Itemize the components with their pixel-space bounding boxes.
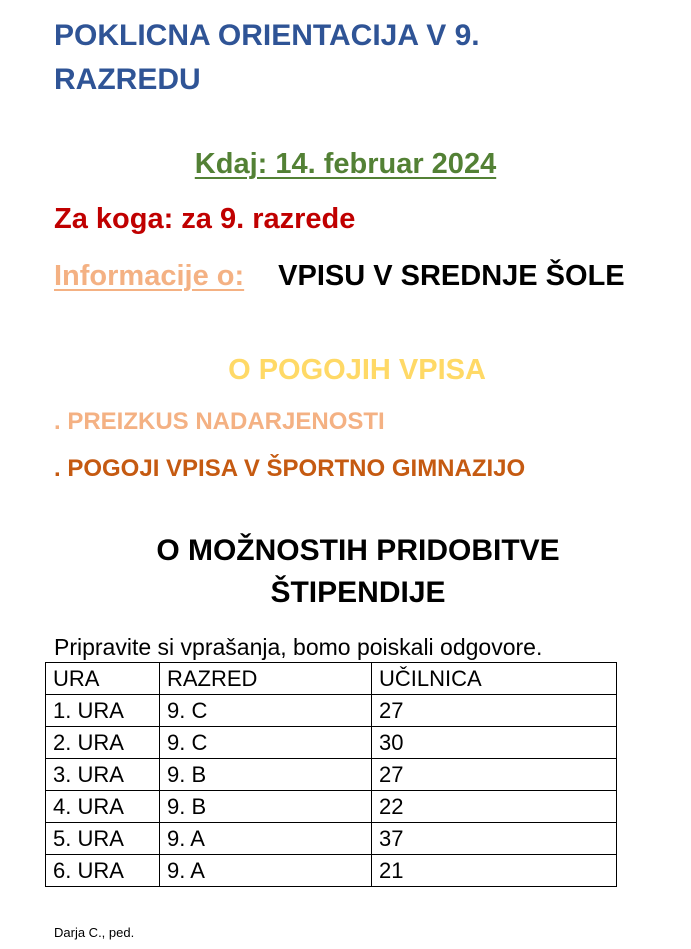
column-header-ura: URA <box>46 663 160 695</box>
cell-razred: 9. B <box>160 791 372 823</box>
table-row <box>46 695 617 727</box>
event-date-text: Kdaj: 14. februar 2024 <box>194 148 497 180</box>
cell-ura: 2. URA <box>46 727 160 759</box>
cell-ucilnica: 30 <box>372 727 617 759</box>
cell-ura: 6. URA <box>46 855 160 887</box>
scholarship-heading: O MOŽNOSTIH PRIDOBITVE ŠTIPENDIJE <box>156 534 560 609</box>
cell-ura: 5. URA <box>46 823 160 855</box>
info-section <box>54 254 654 298</box>
cell-ura: 4. URA <box>46 791 160 823</box>
table-row <box>46 823 617 855</box>
info-topic: VPISU V SREDNJE ŠOLE <box>278 260 625 292</box>
table-row <box>46 727 617 759</box>
cell-ucilnica: 22 <box>372 791 617 823</box>
table-row <box>46 855 617 887</box>
cell-razred: 9. B <box>160 759 372 791</box>
event-date <box>0 146 691 182</box>
info-label: Informacije o: <box>54 260 245 292</box>
column-header-razred: RAZRED <box>160 663 372 695</box>
cell-razred: 9. A <box>160 855 372 887</box>
table-row <box>46 759 617 791</box>
cell-ura: 3. URA <box>46 759 160 791</box>
cell-ucilnica: 21 <box>372 855 617 887</box>
cell-razred: 9. C <box>160 727 372 759</box>
page-title: POKLICNA ORIENTACIJA V 9. RAZREDU <box>54 19 480 96</box>
list-item-sports-gymnasium: . POGOJI VPISA V ŠPORTNO GIMNAZIJO <box>54 455 526 482</box>
cell-ura: 1. URA <box>46 695 160 727</box>
cell-razred: 9. A <box>160 823 372 855</box>
table-header-row <box>46 663 617 695</box>
list-item-aptitude-test: . PREIZKUS NADARJENOSTI <box>54 408 385 435</box>
conditions-heading: O POGOJIH VPISA <box>228 354 486 386</box>
prepare-note: Pripravite si vprašanja, bomo poiskali odgovore. <box>54 634 543 660</box>
cell-ucilnica: 37 <box>372 823 617 855</box>
column-header-ucilnica: UČILNICA <box>372 663 617 695</box>
author-signature: Darja C., ped. <box>54 925 135 940</box>
cell-ucilnica: 27 <box>372 759 617 791</box>
cell-ucilnica: 27 <box>372 695 617 727</box>
table-row <box>46 791 617 823</box>
cell-razred: 9. C <box>160 695 372 727</box>
schedule-table <box>45 662 617 887</box>
target-audience: Za koga: za 9. razrede <box>54 203 356 235</box>
